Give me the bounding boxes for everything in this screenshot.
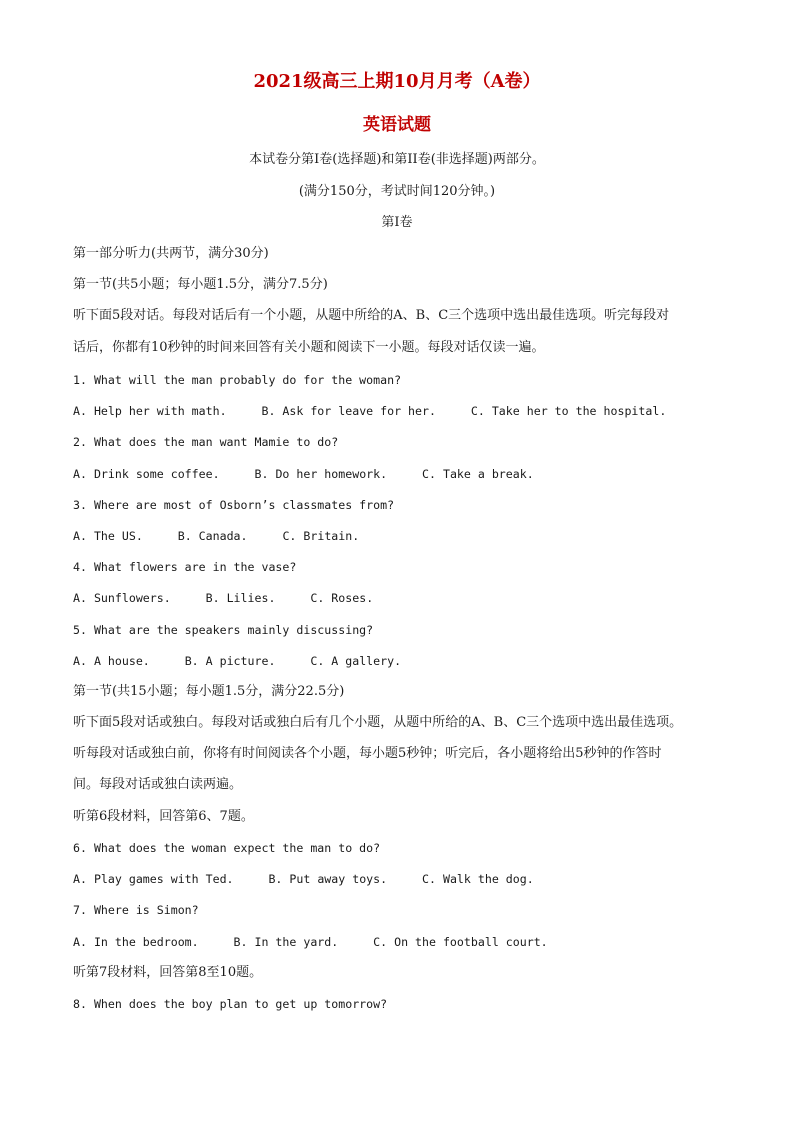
question-2: 2. What does the man want Mamie to do? bbox=[73, 435, 339, 449]
option-b: B. Lilies. bbox=[205, 591, 276, 605]
option-c: C. Walk the dog. bbox=[422, 872, 534, 886]
question-7-options bbox=[73, 933, 753, 951]
question-1: 1. What will the man probably do for the woman? bbox=[73, 373, 402, 387]
option-a: A. A house. bbox=[73, 654, 150, 668]
option-a: A. Drink some coffee. bbox=[73, 467, 220, 481]
option-a: A. The US. bbox=[73, 529, 143, 543]
section1-instructions-line2: 话后，你都有10秒钟的时间来回答有关小题和阅读下一小题。每段对话仅读一遍。 bbox=[73, 340, 545, 355]
question-8: 8. When does the boy plan to get up tomorrow? bbox=[73, 997, 388, 1011]
material-7-note: 听第7段材料，回答第8至10题。 bbox=[73, 965, 263, 980]
question-4-options bbox=[73, 589, 753, 607]
question-1-options bbox=[73, 402, 753, 420]
section1-instructions-line1: 听下面5段对话。每段对话后有一个小题，从题中所给的A、B、C三个选项中选出最佳选项。听完每段对 bbox=[73, 308, 670, 323]
question-7: 7. Where is Simon? bbox=[73, 903, 199, 917]
score-time-note: (满分150分，考试时间120分钟。) bbox=[298, 184, 496, 199]
section2-heading: 第一节(共15小题；每小题1.5分，满分22.5分) bbox=[73, 684, 345, 699]
option-b: B. Put away toys. bbox=[268, 872, 388, 886]
exam-intro: 本试卷分第I卷(选择题)和第II卷(非选择题)两部分。 bbox=[249, 152, 545, 167]
option-c: C. Roses. bbox=[310, 591, 374, 605]
option-b: B. Do her homework. bbox=[254, 467, 388, 481]
question-3: 3. Where are most of Osborn’s classmates from? bbox=[73, 498, 395, 512]
section1-heading: 第一节(共5小题；每小题1.5分，满分7.5分) bbox=[73, 277, 328, 292]
option-c: C. On the football court. bbox=[373, 935, 548, 949]
material-6-note: 听第6段材料，回答第6、7题。 bbox=[73, 809, 254, 824]
question-5-options bbox=[73, 652, 753, 670]
subject-title: 英语试题 bbox=[363, 115, 431, 135]
section2-instructions-line3: 间。每段对话或独白读两遍。 bbox=[73, 777, 243, 792]
option-b: B. In the yard. bbox=[233, 935, 339, 949]
question-2-options bbox=[73, 465, 753, 483]
part1-heading: 第一部分听力(共两节，满分30分) bbox=[73, 246, 269, 261]
option-c: C. Take a break. bbox=[422, 467, 534, 481]
option-b: B. Canada. bbox=[177, 529, 248, 543]
option-c: C. Britain. bbox=[282, 529, 360, 543]
section2-instructions-line2: 听每段对话或独白前，你将有时间阅读各个小题，每小题5秒钟；听完后，各小题将给出5秒钟的作答时 bbox=[73, 746, 662, 761]
question-3-options bbox=[73, 527, 753, 545]
option-c: C. Take her to the hospital. bbox=[470, 404, 667, 418]
exam-title: 2021级高三上期10月月考（A卷） bbox=[253, 71, 541, 92]
option-a: A. Sunflowers. bbox=[73, 591, 171, 605]
question-6: 6. What does the woman expect the man to do? bbox=[73, 841, 381, 855]
option-b: B. Ask for leave for her. bbox=[261, 404, 436, 418]
option-a: A. In the bedroom. bbox=[73, 935, 199, 949]
option-c: C. A gallery. bbox=[310, 654, 402, 668]
question-5: 5. What are the speakers mainly discussing? bbox=[73, 623, 374, 637]
option-a: A. Play games with Ted. bbox=[73, 872, 234, 886]
section2-instructions-line1: 听下面5段对话或独白。每段对话或独白后有几个小题，从题中所给的A、B、C三个选项中选出最佳选项。 bbox=[73, 715, 683, 730]
question-6-options bbox=[73, 870, 753, 888]
volume-label: 第I卷 bbox=[381, 215, 413, 230]
option-a: A. Help her with math. bbox=[73, 404, 227, 418]
option-b: B. A picture. bbox=[184, 654, 276, 668]
question-4: 4. What flowers are in the vase? bbox=[73, 560, 297, 574]
